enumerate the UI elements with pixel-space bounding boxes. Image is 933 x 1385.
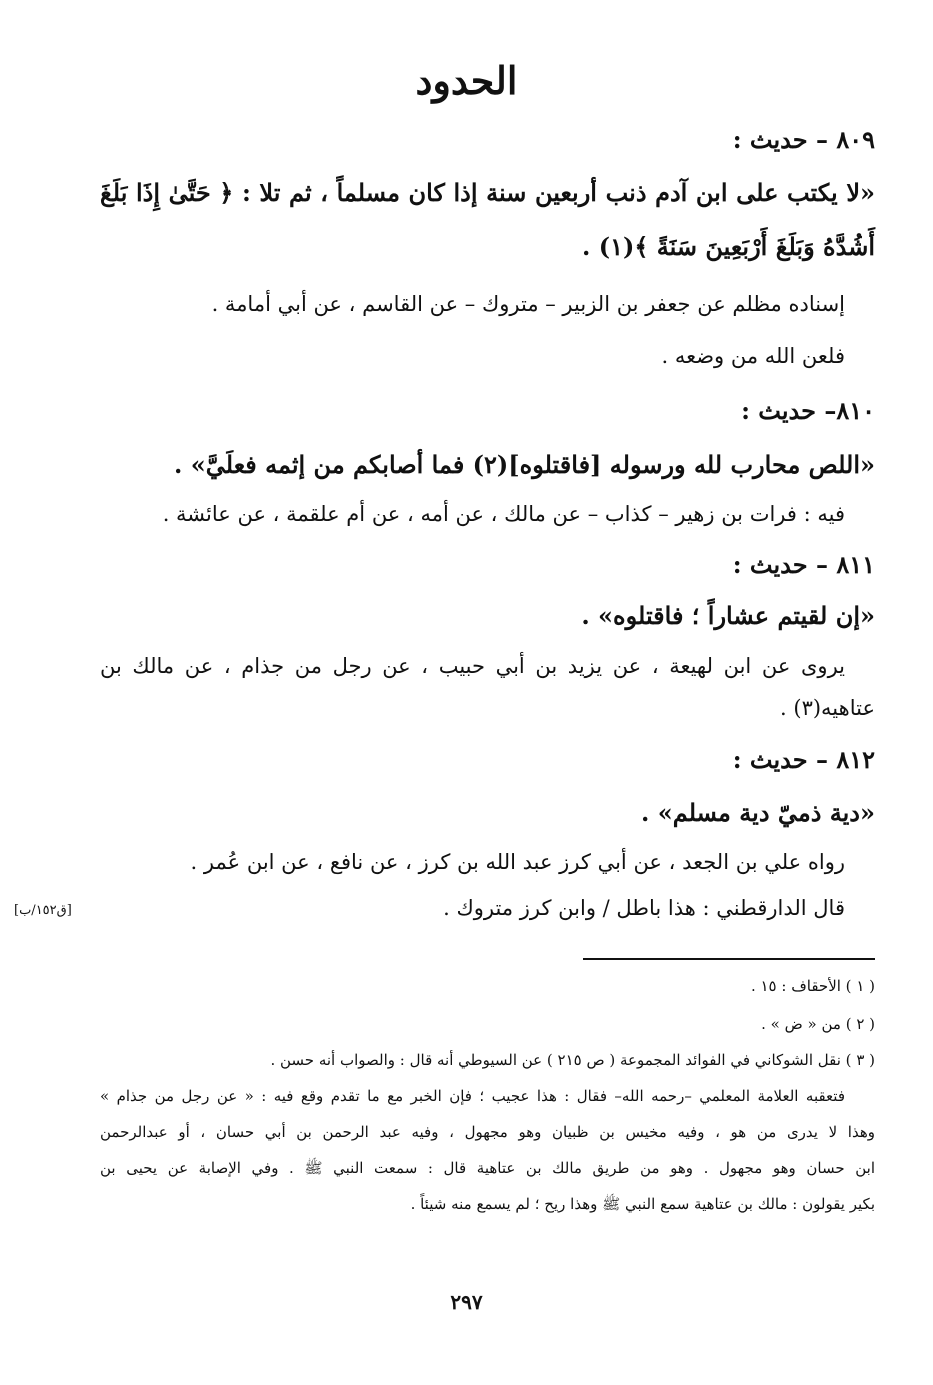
entry-810-hadith: «اللص محارب لله ورسوله [فاقتلوه](٢) فما أصابكم من إثمه فعلَيَّ» . [174, 450, 875, 479]
entry-811-isnad-line-1: يروى عن ابن لهيعة ، عن يزيد بن أبي حبيب ، عن رجل من جذام ، عن مالك بن [100, 654, 846, 678]
entry-809-hadith-line-1: «لا يكتب على ابن آدم ذنب أربعين سنة إذا كان مسلماً ، ثم تلا : ﴿ حَتَّىٰ إِذَا بَلَغَ [100, 178, 876, 207]
footnote-3-line-2: فتعقبه العلامة المعلمي –رحمه الله– فقال : هذا عجيب ؛ فإن الخبر مع ما تقدم وقع فيه : « عن رجل من جذام » [100, 1087, 845, 1105]
entry-810-isnad: فيه : فرات بن زهير – كذاب – عن مالك ، عن أمه ، عن أم علقمة ، عن عائشة . [162, 502, 845, 526]
entry-810-heading: ٨١٠– حديث : [741, 396, 875, 425]
entry-811-heading: ٨١١ – حديث : [732, 550, 875, 579]
footnote-3: ( ٣ ) نقل الشوكاني في الفوائد المجموعة ( ص ٢١٥ ) عن السيوطي أنه قال : والصواب أنه حسن . [270, 1051, 875, 1069]
footnote-1: ( ١ ) الأحقاف : ١٥ . [750, 977, 875, 995]
entry-811-isnad-line-2: عتاهيه(٣) . [780, 696, 875, 720]
entry-809-isnad: إسناده مظلم عن جعفر بن الزبير – متروك – عن القاسم ، عن أبي أمامة . [211, 292, 845, 316]
footnote-separator [583, 958, 875, 960]
entry-812-comment: قال الدارقطني : هذا باطل / وابن كرز متروك . [443, 896, 845, 920]
entry-812-hadith: «دية ذميّ دية مسلم» . [641, 798, 875, 827]
entry-811-hadith: «إن لقيتم عشاراً ؛ فاقتلوه» . [581, 601, 875, 630]
entry-809-hadith-line-2: أَشُدَّهُ وَبَلَغَ أَرْبَعِينَ سَنَةً ﴾(١) . [582, 232, 875, 261]
footnote-2: ( ٢ ) من « ض » . [761, 1015, 875, 1033]
footnote-3-line-5: بكير يقولون : مالك بن عتاهية سمع النبي ﷺ وهذا ريح ؛ لم يسمع منه شيئاً . [410, 1195, 875, 1213]
footnote-3-line-3: وهذا لا يدرى من هو ، وفيه مخيس بن ظبيان وهو مجهول ، وفيه عبد الرحمن بن أبي حسان ، أو عبدالرحمن [100, 1123, 875, 1141]
entry-812-heading: ٨١٢ – حديث : [732, 745, 875, 774]
manuscript-folio-note: [ق١٥٢/ب] [14, 903, 72, 918]
entry-812-isnad: رواه علي بن الجعد ، عن أبي كرز عبد الله بن كرز ، عن نافع ، عن ابن عُمر . [190, 850, 845, 874]
footnote-3-line-4: ابن حسان وهو مجهول . وهو من طريق مالك بن عتاهية قال : سمعت النبي ﷺ . وفي الإصابة عن يحيى بن [100, 1159, 875, 1177]
entry-809-heading: ٨٠٩ – حديث : [732, 125, 875, 154]
entry-809-comment: فلعن الله من وضعه . [661, 344, 845, 368]
chapter-title: الحدود [415, 58, 518, 103]
page-number: ٢٩٧ [450, 1290, 483, 1314]
